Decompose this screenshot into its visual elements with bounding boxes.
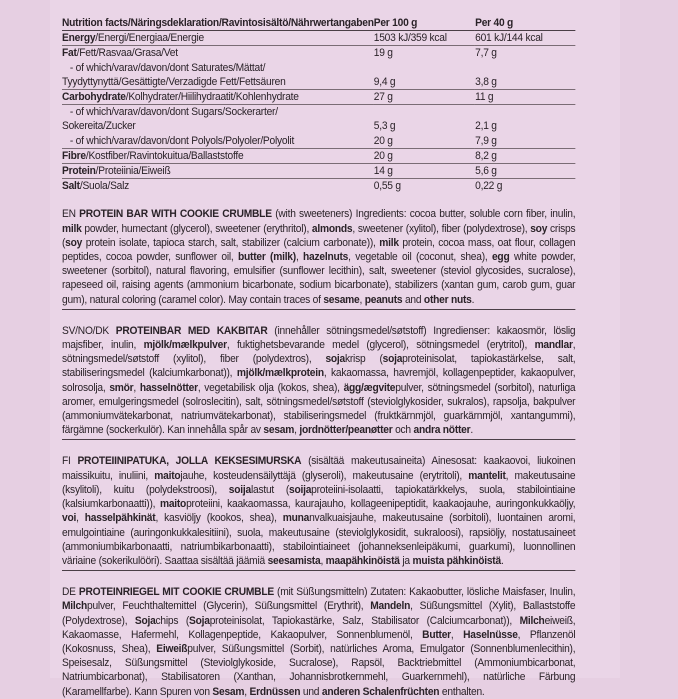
nutrition-row	[62, 75, 575, 90]
value-per-40g: 8,2 g	[475, 148, 575, 163]
ingredients-de-text	[62, 585, 575, 699]
ingredient-text: pulver, sötningsmedel (sorbitol), naturliga aromer, emulgeringsmedel (solroslecitin), salt, sötningsmedel/søtstoff (steviolglykosider, sukralos), rapsolja, bakpulver (ammoniumvätekarbonat, natriumvätekarbonat), stabiliseringsmedel (fruktkärnmjöl, guarkärnmjöl, xantangummi), färgämne (sockerkulör). Kan innehålla spår av	[62, 381, 576, 437]
ingredient-text: ja	[399, 554, 413, 567]
allergen-text: PROTEINRIEGEL MIT COOKIE CRUMBLE	[78, 586, 274, 599]
ingredient-text: , kasviöljy (kookos, shea),	[155, 512, 283, 525]
nutrient-name	[62, 46, 374, 61]
value-per-40g: 7,9 g	[475, 134, 575, 149]
allergen-text: PROTEIINIPATUKA, JOLLA KEKSESIMURSKA	[77, 455, 302, 468]
value-per-100g: 20 g	[374, 134, 475, 149]
allergen-text: almonds	[311, 222, 353, 235]
nutrition-row	[62, 46, 575, 61]
allergen-text: mandlar	[534, 339, 573, 352]
ingredient-text: ,	[244, 685, 250, 698]
ingredient-text: SV/NO/DK	[62, 324, 116, 337]
value-per-100g: 0,55 g	[373, 180, 401, 193]
allergen-text: mjölk/mælkpulver	[143, 339, 227, 352]
nutrient-name	[62, 105, 374, 120]
ingredient-text: protein, cocoa mass, oat flour, collagen peptides, cocoa powder, sunflower oil,	[62, 236, 576, 264]
nutrient-name-rest: - of which/varav/davon/dont Sugars/Sockerarter/	[62, 106, 278, 119]
value-per-40g: 2,1 g	[475, 120, 497, 133]
allergen-text: andra nötter	[413, 424, 471, 437]
nutrient-name	[62, 148, 374, 163]
nutrient-name	[62, 61, 374, 75]
allergen-text: soja	[325, 353, 345, 366]
nutrient-name-bold: Protein	[62, 165, 96, 178]
ingredient-text: (mit Süßungsmitteln) Zutaten: Kakaobutter, lösliche Maisfaser, Inulin,	[273, 586, 576, 599]
ingredient-text: .	[470, 424, 474, 437]
ingredient-text: (with sweeteners) Ingredients: cocoa butter, soluble corn fiber, inulin,	[271, 208, 576, 221]
allergen-text: soy	[530, 222, 548, 235]
nutrient-name-bold: Fat	[62, 47, 77, 60]
allergen-text: sesam	[263, 424, 295, 437]
allergen-text: anderen Schalenfrüchten	[321, 685, 440, 698]
ingredient-text: , makeutusaine (ksylitoli), kuitu (polydekstroosi),	[62, 469, 576, 496]
ingredient-text: , Pflanzenöl (Kokosnuss, Shea),	[62, 628, 576, 655]
allergen-text: Haselnüsse	[463, 628, 518, 641]
ingredient-text: ,	[76, 512, 85, 525]
allergen-text: soy	[65, 236, 83, 249]
nutrient-name-rest: /Fett/Rasvaa/Grasa/Vet	[76, 47, 178, 60]
nutrition-row	[62, 119, 575, 133]
ingredient-text: ,	[295, 251, 304, 264]
ingredient-text: white powder, sweetener (sorbitol), natural flavoring, emulsifier (sunflower lecithin), salt, sweetener (steviol glycosides, sucralose), rapeseed oil, raising agents (ammonium bicarbonate, sodium bicarbonate), stabilizers (xantan gum, carob gum, guar gum), natural coloring (caramel color). May contain traces of	[62, 251, 576, 306]
ingredient-text: lastut (	[250, 483, 290, 496]
allergen-text: hasselnötter	[139, 381, 198, 394]
ingredient-text: proteiini, kaakaomassa, kaurajauho, kollageenipeptidit, kaakaojauhe, auringonkukkaöljy,	[186, 498, 576, 511]
allergen-text: hasselpähkinät	[84, 512, 156, 525]
allergen-text: milk	[379, 236, 399, 249]
nutrient-name-bold: Fibre	[62, 149, 86, 162]
allergen-text: other nuts	[423, 293, 472, 306]
ingredient-text: crisps (	[62, 222, 576, 249]
divider	[62, 570, 575, 571]
nutrient-name-rest: /Suola/Salz	[79, 180, 130, 193]
allergen-text: ägg/ægvite	[343, 381, 396, 394]
ingredient-text: , Süßungsmittel (Xylit), Ballaststoffe (Polydextrose),	[62, 600, 576, 627]
ingredient-text: ,	[294, 424, 300, 437]
allergen-text: smör	[109, 381, 134, 394]
product-label-text	[62, 16, 575, 699]
nutrient-name-rest: Tyydyttynyttä/Gesättigte/Verzadigde Fett/Fettsäuren	[62, 75, 286, 88]
nutrient-name	[62, 134, 374, 149]
ingredient-text: , sötningsmedel/søtstoff (xylitol), fiber (polydextros),	[62, 339, 576, 366]
nutrient-name	[62, 119, 374, 133]
ingredient-text: och	[392, 424, 414, 437]
nutrient-name	[62, 164, 374, 179]
ingredient-text: nvalkuaisjauhe, makeutusaine (sorbitoli), luontainen aromi, emulgointiaine (auringonkukkalesitiini), suola, makeutusaine (steviolglykosidit, sukraloosi), rapsiöljy, nostatusaineet (ammoniumbikarbonaatti, natriumbikarbonaatti), stabilointiaineet (johanneksenleipäkumi, guarkumi), luonnollinen väriaine (sokerikulööri). Saattaa sisältää jäämiä	[62, 512, 576, 567]
ingredient-text: (sisältää makeutusaineita) Ainesosat: kaakaovoi, liukoinen maissikuitu, inuliini,	[62, 455, 576, 482]
allergen-text: Soja	[134, 614, 156, 627]
ingredient-text: , vegetable oil (coconut, shea),	[348, 251, 492, 264]
per-40g-header: Per 40 g	[475, 16, 575, 31]
ingredient-text: pulver, Süßungsmittel (Sorbit), natürliches Aroma, Emulgator (Sonnenblumenlecithin), Speisesalz, Süßungsmittel (Steviolglykoside, Sucralose), Rapsöl, Backtriebmittel (Ammoniumbicarbonat, Natriumbicarbonat), Stabilisatoren (Xanthan, Johannisbrotkernmehl, Guarkernmehl), natürliche Färbung (Karamellfarbe). Kann Spuren von	[62, 642, 576, 698]
nutrition-header-row	[62, 16, 575, 31]
ingredient-text: ,	[450, 628, 464, 641]
nutrition-row	[62, 179, 575, 194]
ingredients-en	[62, 207, 575, 306]
ingredients-en-text	[62, 207, 575, 306]
allergen-text: maito	[154, 469, 181, 482]
nutrient-name	[62, 31, 374, 46]
allergen-text: mjölk/mælkprotein	[236, 367, 324, 380]
value-per-100g	[374, 105, 475, 120]
value-per-100g: 14 g	[374, 164, 475, 179]
ingredient-text: proteiini-isolaatti, tapiokatärkkelys, suola, stabilointiaine (kalsiumkarbonaatti)),	[62, 483, 576, 511]
value-per-40g: 11 g	[475, 90, 575, 105]
allergen-text: sesame	[323, 293, 360, 306]
nutrition-table	[62, 16, 575, 193]
allergen-text: mantelit	[468, 469, 506, 482]
ingredient-text: .	[471, 293, 475, 306]
allergen-text: Milch	[62, 600, 87, 613]
nutrient-name	[62, 90, 374, 105]
nutrition-row	[62, 148, 575, 163]
nutrient-name-rest: /Kostfiber/Ravintokuitua/Ballaststoffe	[85, 149, 244, 162]
ingredient-text: und	[300, 685, 322, 698]
allergen-text: butter (milk)	[237, 251, 296, 264]
nutrition-row	[62, 61, 575, 75]
nutrient-name-rest: Sokereita/Zucker	[62, 120, 136, 133]
nutrient-name-rest: - of which/varav/davon/dont Polyols/Polyoler/Polyolit	[62, 134, 295, 147]
ingredient-text: DE	[62, 586, 79, 599]
allergen-text: maito	[159, 498, 187, 511]
allergen-text: voi	[62, 512, 77, 525]
value-per-100g: 27 g	[374, 90, 475, 105]
allergen-text: PROTEIN BAR WITH COOKIE CRUMBLE	[79, 208, 272, 221]
value-per-40g: 3,8 g	[475, 75, 575, 90]
ingredient-text: .	[500, 554, 504, 567]
value-per-40g: 7,7 g	[475, 47, 497, 60]
allergen-text: PROTEINBAR MED KAKBITAR	[115, 324, 268, 337]
ingredient-text: jauhe, kosteudensäilyttäjä (glyseroli), makeutusaine (erytritoli),	[180, 469, 469, 482]
ingredient-text: FI	[62, 455, 78, 468]
nutrient-name-bold: Carbohydrate	[62, 91, 126, 104]
ingredient-text: , kakaomassa, havremjöl, kollagenpeptider, kakaopulver, solrosolja,	[62, 367, 576, 394]
ingredient-text: (innehåller sötningsmedel/søtstoff) Ingredienser: kakaosmör, löslig majsfiber, inulin,	[62, 324, 576, 352]
allergen-text: milk	[62, 222, 82, 235]
nutrient-name-rest: /Proteiinia/Eiweiß	[95, 165, 171, 178]
value-per-100g	[374, 61, 475, 75]
ingredient-text: proteinisolat, Tapiokastärke, Salz, Stabilisator (Calciumcarbonat)),	[209, 614, 520, 627]
ingredient-text: enthalten.	[439, 685, 485, 698]
per-100g-header: Per 100 g	[374, 16, 475, 31]
ingredient-text: krisp (	[344, 353, 383, 366]
nutrient-name-rest: /Energi/Energiaa/Energie	[95, 32, 205, 45]
allergen-text: soija	[228, 483, 251, 496]
value-per-40g: 601 kJ/144 kcal	[475, 31, 575, 46]
ingredient-text: pulver, Feuchthaltemittel (Glycerin), Süßungsmittel (Erythrit),	[86, 600, 371, 613]
nutrient-name	[62, 75, 374, 90]
ingredient-text: and	[402, 293, 424, 306]
divider	[62, 309, 575, 310]
ingredient-text: proteinisolat, tapiokastärkelse, salt, stabiliseringsmedel (kalciumkarbonat)),	[62, 353, 576, 380]
nutrient-name-bold: Energy	[62, 32, 96, 45]
ingredient-text: ,	[320, 554, 326, 567]
ingredient-text: , sweetener (xylitol), fiber (polydextrose),	[352, 222, 531, 235]
nutrient-name-rest: - of which/varav/davon/dont Saturates/Mättat/	[62, 61, 266, 74]
ingredient-text: , vegetabilisk olja (kokos, shea),	[197, 381, 344, 394]
ingredient-text: EN	[62, 208, 80, 221]
allergen-text: hazelnuts	[303, 251, 349, 264]
allergen-text: Eiweiß	[156, 642, 188, 655]
nutrition-row	[62, 90, 575, 105]
allergen-text: soija	[289, 483, 312, 496]
value-per-40g: 0,22 g	[475, 180, 503, 193]
value-per-40g	[475, 61, 575, 75]
nutrition-row	[62, 105, 575, 120]
allergen-text: egg	[491, 251, 510, 264]
allergen-text: Milch	[519, 614, 545, 627]
nutrition-header-label: Nutrition facts/Näringsdeklaration/Ravintosisältö/Nährwertangaben	[62, 17, 374, 29]
value-per-100g: 1503 kJ/359 kcal	[374, 31, 475, 46]
ingredient-text: ,	[133, 381, 140, 394]
ingredients-de	[62, 585, 575, 699]
value-per-40g: 5,6 g	[475, 164, 575, 179]
ingredient-text: chips (	[155, 614, 190, 627]
allergen-text: soja	[382, 353, 403, 366]
allergen-text: muna	[282, 512, 310, 525]
allergen-text: muista pähkinöistä	[412, 554, 501, 567]
allergen-text: Erdnüssen	[249, 685, 301, 698]
ingredient-text: eiweiß, Kakaomasse, Hafermehl, Kollagenpeptide, Kakaopulver, Sonnenblumenöl,	[62, 614, 576, 641]
allergen-text: jordnötter/peanøtter	[299, 424, 393, 437]
allergen-text: Sesam	[212, 685, 245, 698]
allergen-text: maapähkinöistä	[325, 554, 400, 567]
ingredient-text: , fuktighetsbevarande medel (glycerol), sötningsmedel (erytritol),	[226, 339, 535, 352]
ingredients-sv-text	[62, 324, 575, 438]
ingredient-text: protein isolate, tapioca starch, salt, stabilizer (calcium carbonate)),	[82, 236, 380, 249]
value-per-100g: 20 g	[374, 148, 475, 163]
allergen-text: peanuts	[364, 293, 403, 306]
value-per-40g	[475, 105, 575, 120]
ingredients-sv	[62, 324, 575, 438]
ingredient-text: ,	[359, 293, 365, 306]
nutrition-row	[62, 134, 575, 149]
divider	[62, 439, 575, 440]
value-per-100g: 5,3 g	[373, 120, 396, 133]
nutrient-name-bold: Salt	[62, 180, 80, 193]
ingredients-fi	[62, 454, 575, 568]
nutrition-row	[62, 31, 575, 46]
nutrient-name-rest: /Kolhydrater/Hiilihydraatit/Kohlenhydrate	[125, 91, 299, 104]
ingredients-fi-text	[62, 454, 575, 568]
allergen-text: Mandeln	[370, 600, 411, 613]
value-per-100g: 9,4 g	[374, 75, 475, 90]
allergen-text: seesamista	[267, 554, 321, 567]
ingredient-text: powder, humectant (glycerol), sweetener (erythritol),	[81, 222, 312, 235]
nutrient-name	[62, 179, 374, 194]
allergen-text: Butter	[422, 628, 451, 641]
value-per-100g: 19 g	[373, 47, 393, 60]
allergen-text: Soja	[189, 614, 210, 627]
nutrition-row	[62, 164, 575, 179]
